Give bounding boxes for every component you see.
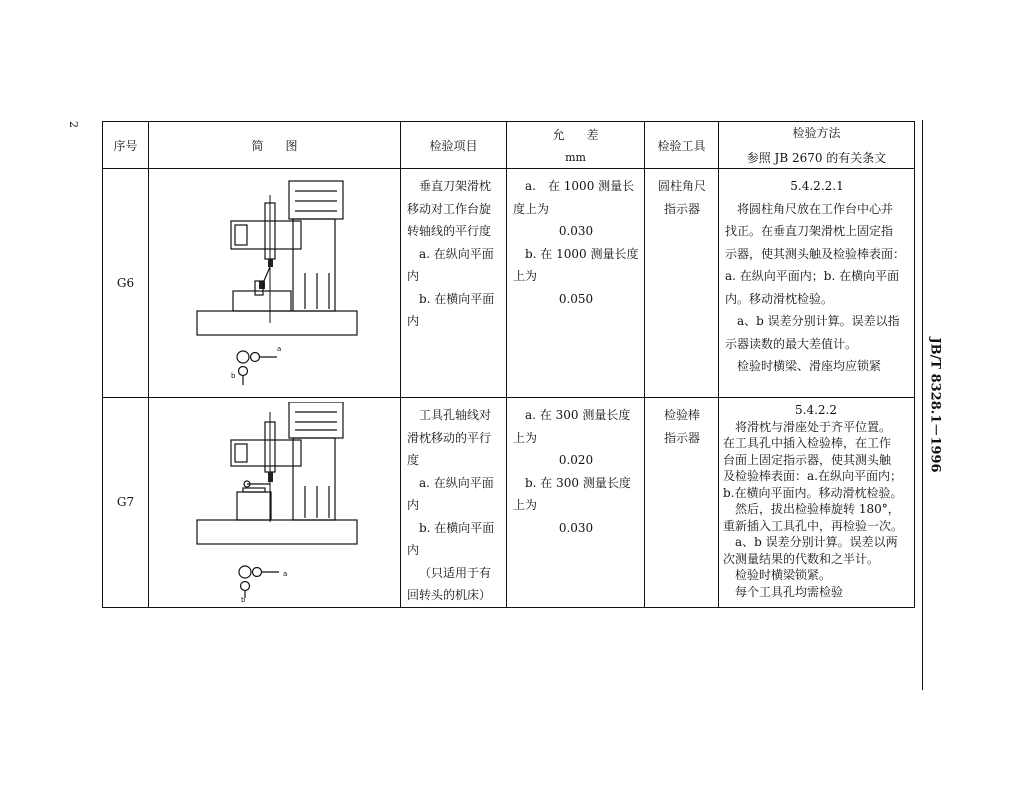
tool-cell (645, 398, 719, 608)
tolerance-cell (507, 169, 645, 398)
header-method-title: 检验方法 (792, 126, 841, 140)
item-line: 内 (407, 314, 420, 328)
header-sketch-a: 简 (251, 138, 286, 153)
item-line: 工具孔轴线对 (419, 408, 492, 422)
item-line: 度 (407, 453, 420, 467)
item-line: a. 在纵向平面 (419, 475, 494, 490)
method-line: 找正。在垂直刀架滑枕上固定指 (725, 224, 894, 238)
header-seq: 序号 (103, 122, 149, 169)
method-line: 在工具孔中插入检验棒，在工作 (723, 436, 892, 450)
header-tolerance (507, 122, 645, 169)
machine-sketch-g7 (185, 402, 365, 602)
item-line: 内 (407, 269, 420, 283)
page-number: 2 (67, 121, 80, 128)
tol-value: 0.050 (558, 291, 594, 306)
dial-a (237, 351, 249, 363)
worktable (237, 492, 271, 520)
tol-line: b. 在 1000 测量长度 (525, 246, 639, 261)
tolerance-cell (507, 398, 645, 608)
method-clause: 5.4.2.2.1 (790, 179, 844, 193)
item-line: b. 在横向平面 (419, 291, 495, 306)
dial-b (238, 367, 247, 376)
tol-line: b. 在 300 测量长度 (525, 475, 631, 490)
table-header-row (103, 122, 915, 169)
header-tol-a: 允 (552, 128, 587, 142)
tol-value: 0.020 (558, 453, 594, 467)
method-line: 检验时横梁锁紧。 (735, 568, 832, 582)
method-line: 每个工具孔均需检验 (735, 584, 844, 599)
method-line: 重新插入工具孔中，再检验一次。 (723, 518, 904, 533)
tol-line: 上为 (513, 498, 538, 512)
tool-cell (645, 169, 719, 398)
method-line: 及检验棒表面：a.在纵向平面内； (723, 469, 902, 483)
machine-sketch-g6 (185, 173, 365, 388)
machine-base (197, 520, 357, 544)
worktable (233, 291, 291, 311)
item-line: 垂直刀架滑枕 (419, 179, 492, 193)
method-line: 将圆柱角尺放在工作台中心并 (737, 201, 894, 216)
table-row-g7 (103, 398, 915, 608)
test-bar (268, 472, 273, 482)
header-method (719, 122, 915, 169)
sketch-label-a: a (282, 570, 287, 578)
header-sketch-b: 图 (285, 138, 298, 153)
item-line: 内 (407, 543, 420, 557)
method-line: b.在横向平面内。移动滑枕检验。 (723, 485, 903, 500)
method-line: a、b 误差分别计算。误差以两 (735, 535, 898, 549)
sketch-label-b: b (230, 372, 235, 380)
tol-line: 上为 (513, 269, 538, 283)
method-line: 示器读数的最大差值计。 (725, 336, 858, 351)
sketch-label-b: b (240, 596, 245, 602)
method-cell (719, 169, 915, 398)
header-sketch (149, 122, 401, 169)
item-cell (401, 169, 507, 398)
tool-line: 指示器 (663, 201, 700, 216)
item-line: b. 在横向平面 (419, 520, 495, 535)
method-line: 次测量结果的代数和之半计。 (723, 551, 880, 566)
header-tol-unit: mm (565, 151, 586, 164)
method-line: 将滑枕与滑座处于齐平位置。 (735, 419, 892, 434)
item-line: 转轴线的平行度 (407, 224, 492, 238)
sketch-label-a: a (276, 345, 281, 353)
tol-line: a. 在 300 测量长度 (525, 408, 631, 422)
sketch-cell (149, 398, 401, 608)
machine-base (197, 311, 357, 335)
seq-cell: G7 (103, 398, 149, 608)
tol-value: 0.030 (558, 224, 594, 238)
item-line: （只适用于有 (419, 565, 492, 580)
sketch-cell (149, 169, 401, 398)
item-line: 回转头的机床） (407, 588, 492, 602)
standard-number: JB/T 8328.1－1996 (927, 337, 943, 473)
item-line: 滑枕移动的平行 (407, 430, 492, 445)
tool-line: 检验棒 (663, 408, 700, 422)
column-top (289, 181, 343, 219)
inspection-table (102, 121, 915, 608)
header-tool: 检验工具 (645, 122, 719, 169)
method-line: a、b 误差分别计算。误差以指 (737, 314, 900, 328)
header-item: 检验项目 (401, 122, 507, 169)
tool-line: 指示器 (663, 430, 700, 445)
dial-b (240, 582, 249, 591)
method-line: 然后，拔出检验棒旋转 180°， (735, 502, 900, 516)
tol-line: 度上为 (513, 201, 550, 216)
method-line: 内。移动滑枕检验。 (725, 291, 834, 306)
item-line: 内 (407, 498, 420, 512)
tool-line: 圆柱角尺 (657, 179, 706, 193)
item-line: a. 在纵向平面 (419, 246, 494, 261)
method-line: a. 在纵向平面内；b. 在横向平面 (725, 269, 900, 283)
method-line: 示器，使其测头触及检验棒表面： (725, 246, 906, 261)
side-rule (922, 120, 923, 690)
header-method-ref: 参照 JB 2670 的有关条文 (746, 151, 887, 165)
table-row-g6 (103, 169, 915, 398)
seq-cell: G6 (103, 169, 149, 398)
dial-a (239, 566, 251, 578)
tol-value: 0.030 (558, 520, 594, 535)
item-line: 移动对工作台旋 (407, 201, 492, 216)
method-line: 台面上固定指示器，使其测头触 (723, 452, 892, 467)
method-cell (719, 398, 915, 608)
method-line: 检验时横梁、滑座均应锁紧 (737, 359, 882, 373)
column-top (289, 402, 343, 438)
tol-line: 上为 (513, 430, 538, 445)
item-cell (401, 398, 507, 608)
header-tol-b: 差 (586, 128, 599, 142)
tol-line: a. 在 1000 测量长 (525, 179, 635, 193)
method-clause: 5.4.2.2 (795, 403, 837, 417)
